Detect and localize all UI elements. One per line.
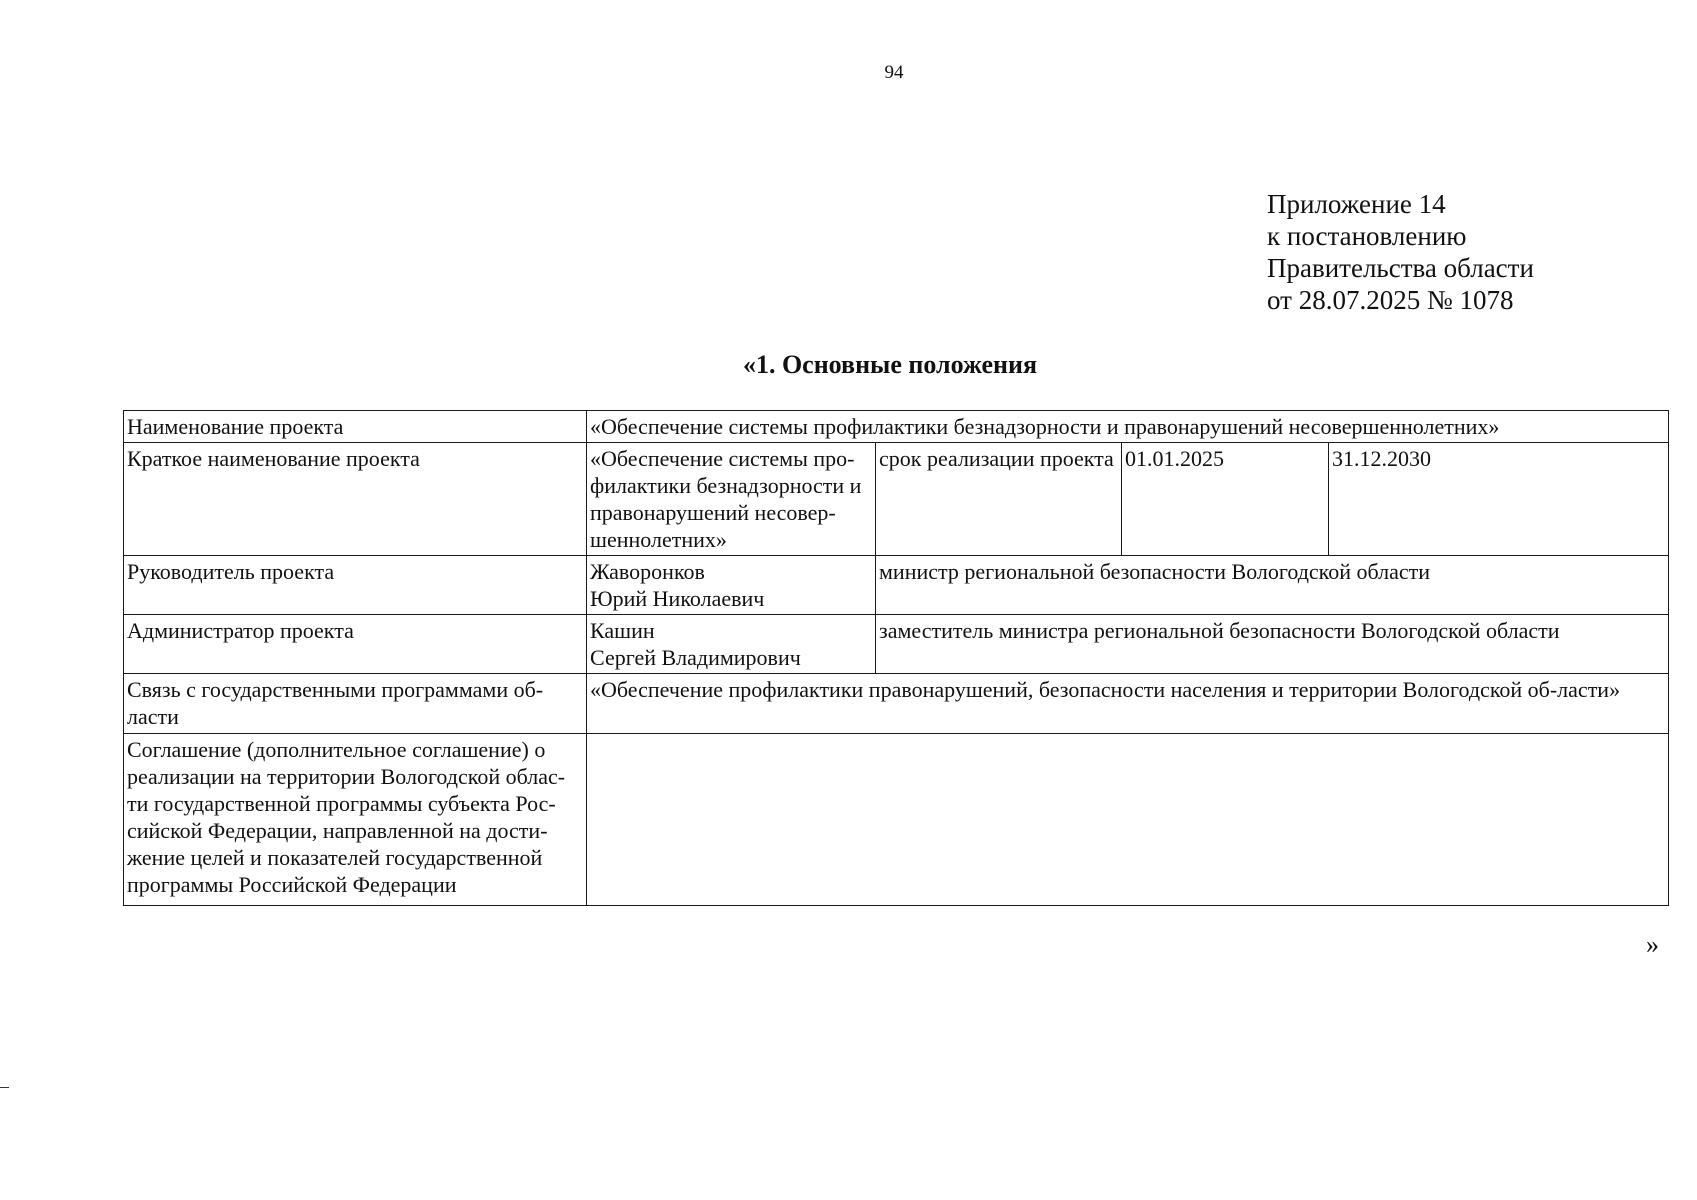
leader-name: [587, 556, 876, 615]
scan-edge-mark: [0, 1087, 9, 1088]
term-label: срок реализации проекта: [876, 443, 1122, 556]
state-programs-value: «Обеспечение профилактики правонарушений, безопасности населения и территории Вологодской об-ласти»: [587, 674, 1669, 734]
appendix-line-3: Правительства области: [1267, 253, 1534, 283]
administrator-given-names: Сергей Владимирович: [590, 645, 801, 670]
leader-surname: Жаворонков: [590, 559, 705, 584]
appendix-heading: [1267, 188, 1534, 316]
short-name-label: Краткое наименование проекта: [124, 443, 587, 556]
table-row-project-name: [124, 411, 1669, 443]
short-name-value: «Обеспечение системы про-филактики безнадзорности и правонарушений несовер-шеннолетних»: [587, 443, 876, 556]
end-date: 31.12.2030: [1329, 443, 1669, 556]
page-number: 94: [884, 62, 904, 83]
administrator-name: [587, 615, 876, 674]
appendix-line-1: Приложение 14: [1267, 189, 1446, 219]
agreement-value: [587, 734, 1669, 906]
table-row-agreement: [124, 734, 1669, 906]
administrator-label: Администратор проекта: [124, 615, 587, 674]
appendix-line-4: от 28.07.2025 № 1078: [1267, 285, 1514, 315]
administrator-surname: Кашин: [590, 618, 655, 643]
project-name-label: Наименование проекта: [124, 411, 587, 443]
section-title: «1. Основные положения: [742, 350, 1038, 379]
table-row-state-programs: [124, 674, 1669, 734]
leader-position: министр региональной безопасности Вологодской области: [876, 556, 1669, 615]
leader-given-names: Юрий Николаевич: [590, 586, 765, 611]
table-row-project-leader: [124, 556, 1669, 615]
closing-quote: »: [1646, 930, 1659, 959]
administrator-position: заместитель министра региональной безопасности Вологодской области: [876, 615, 1669, 674]
table-row-project-administrator: [124, 615, 1669, 674]
project-name-value: «Обеспечение системы профилактики безнадзорности и правонарушений несовершеннолетних»: [587, 411, 1669, 443]
project-info-table: [123, 410, 1669, 906]
leader-label: Руководитель проекта: [124, 556, 587, 615]
start-date: 01.01.2025: [1122, 443, 1329, 556]
agreement-label: Соглашение (дополнительное соглашение) о реализации на территории Вологодской облас-ти государственной программы субъекта Рос-сийской Федерации, направленной на дости-жение целей и показателей государственной программы Российской Федерации: [124, 734, 587, 906]
table-row-short-name: [124, 443, 1669, 556]
appendix-line-2: к постановлению: [1267, 221, 1467, 251]
state-programs-label: Связь с государственными программами об-ласти: [124, 674, 587, 734]
